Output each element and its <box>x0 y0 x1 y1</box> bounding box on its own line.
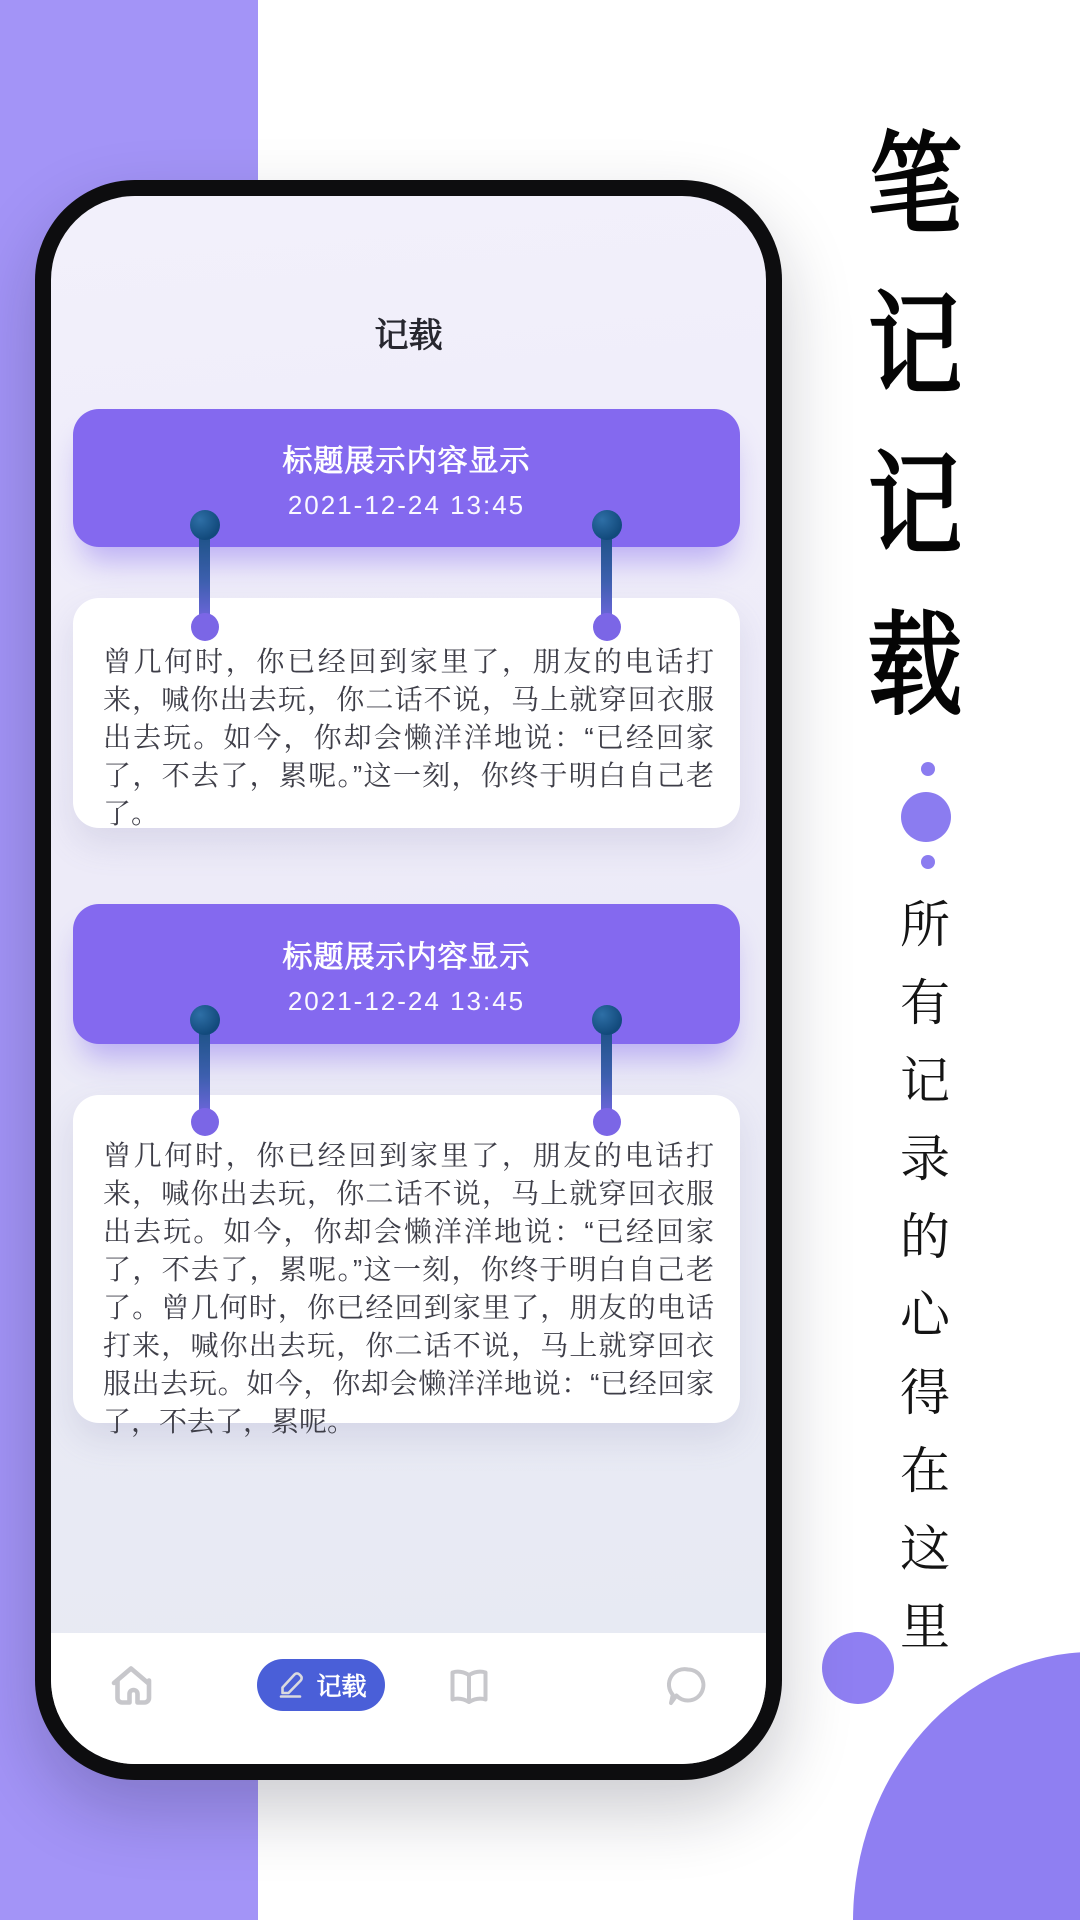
decor-dot-large <box>901 792 951 842</box>
tab-home[interactable] <box>108 1663 154 1712</box>
subtitle-char: 得 <box>900 1364 950 1422</box>
book-icon <box>447 1694 491 1711</box>
pin-head <box>190 1005 220 1035</box>
note-card-header[interactable] <box>73 904 740 1044</box>
note-card-header[interactable] <box>73 409 740 547</box>
pin-foot <box>191 613 219 641</box>
pin-stem <box>199 525 210 627</box>
pin-head <box>592 510 622 540</box>
subtitle-char: 记 <box>900 1052 950 1110</box>
display-title-char: 记 <box>867 441 963 571</box>
tab-notes-active[interactable] <box>257 1659 385 1711</box>
pin-stem <box>601 525 612 627</box>
decor-dot-small <box>921 855 935 869</box>
phone-mockup <box>35 180 782 1780</box>
decor-dot-small <box>921 762 935 776</box>
note-datetime: 2021-12-24 13:45 <box>287 985 526 1016</box>
tab-notes-label: 记载 <box>316 1673 367 1701</box>
pin-head <box>592 1005 622 1035</box>
subtitle-char: 里 <box>900 1598 950 1656</box>
pin-head <box>190 510 220 540</box>
note-title: 标题展示内容显示 <box>282 940 531 974</box>
display-title-char: 笔 <box>867 121 963 251</box>
pin-stem <box>199 1020 210 1122</box>
subtitle-char: 这 <box>900 1520 950 1578</box>
display-title-char: 载 <box>867 601 963 731</box>
vertical-subtitle <box>879 886 971 1666</box>
page-title: 记载 <box>374 317 443 355</box>
phone-screen <box>51 196 766 1764</box>
subtitle-char: 的 <box>900 1208 950 1266</box>
pin-foot <box>593 613 621 641</box>
tab-chat[interactable] <box>664 1665 708 1712</box>
vertical-display-title <box>859 106 971 746</box>
pin-foot <box>593 1108 621 1136</box>
decor-circle-medium <box>822 1632 894 1704</box>
subtitle-char: 在 <box>900 1442 950 1500</box>
note-title: 标题展示内容显示 <box>282 444 531 478</box>
note-datetime: 2021-12-24 13:45 <box>287 489 526 520</box>
chat-bubble-icon <box>664 1694 708 1711</box>
home-icon <box>108 1694 154 1711</box>
display-title-char: 记 <box>867 281 963 411</box>
note-card-body[interactable]: 曾几何时，你已经回到家里了，朋友的电话打来，喊你出去玩，你二话不说，马上就穿回衣服出去玩。如今，你却会懒洋洋地说：“已经回家了，不去了，累呢。”这一刻，你终于明白自己老了。曾几何时，你已经回到家里了，朋友的电话打来，喊你出去玩，你二话不说，马上就穿回衣服出去玩。如今，你却会懒洋洋地说：“已经回家了，不去了，累呢。 <box>73 1095 740 1423</box>
subtitle-char: 录 <box>900 1130 950 1188</box>
pin-stem <box>601 1020 612 1122</box>
subtitle-char: 心 <box>900 1286 950 1344</box>
subtitle-char: 有 <box>900 974 950 1032</box>
tab-bar <box>51 1633 766 1764</box>
subtitle-char: 所 <box>900 896 950 954</box>
pencil-icon <box>275 1667 307 1704</box>
note-card-body[interactable]: 曾几何时，你已经回到家里了，朋友的电话打来，喊你出去玩，你二话不说，马上就穿回衣服出去玩。如今，你却会懒洋洋地说：“已经回家了，不去了，累呢。”这一刻，你终于明白自己老了。 <box>73 598 740 828</box>
decor-circle-large <box>853 1652 1080 1920</box>
tab-book[interactable] <box>447 1667 491 1712</box>
pin-foot <box>191 1108 219 1136</box>
